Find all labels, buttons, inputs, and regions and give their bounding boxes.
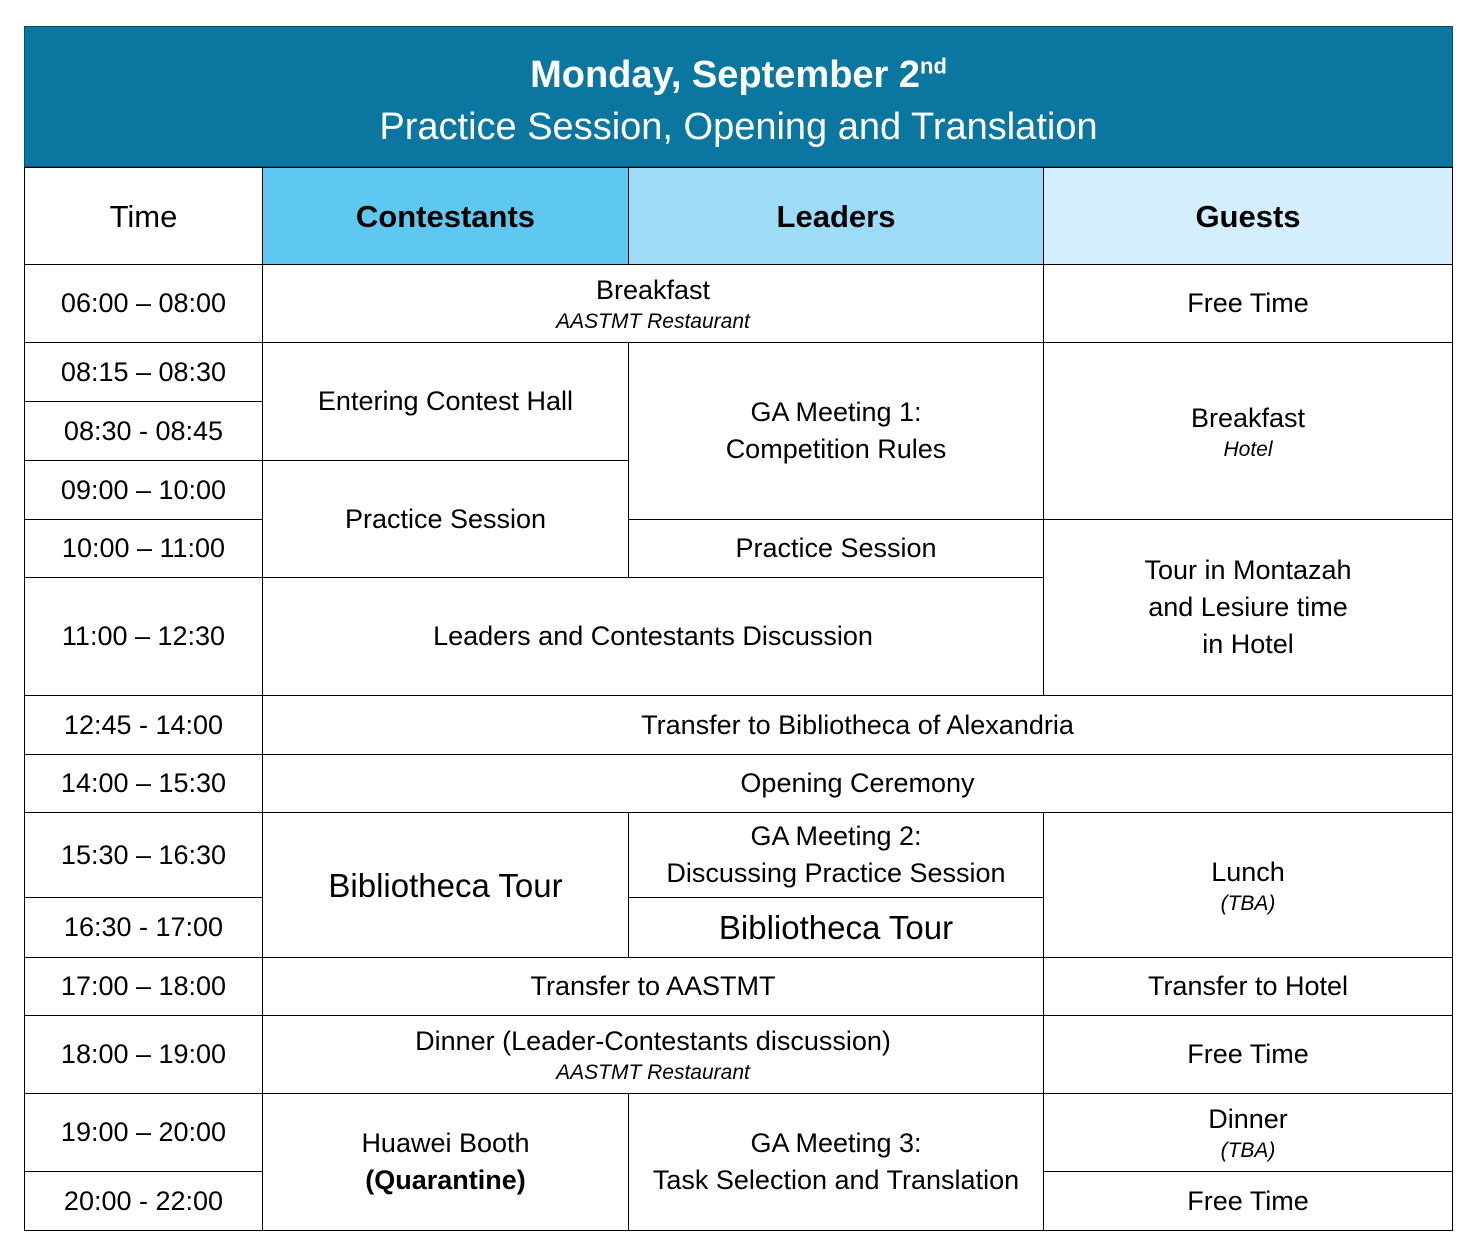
event-title: GA Meeting 2: <box>750 821 922 851</box>
event-title: Huawei Booth <box>361 1128 530 1158</box>
event-line: Tour in Montazah <box>1144 555 1352 585</box>
event-ga-meeting-1 <box>628 342 1044 520</box>
time-slot: 18:00 – 19:00 <box>24 1015 263 1094</box>
event-ga-meeting-2 <box>628 812 1044 898</box>
title-ordinal-suffix: nd <box>920 53 947 79</box>
event-title: Dinner (Leader-Contestants discussion) <box>415 1026 891 1056</box>
time-slot: 12:45 - 14:00 <box>24 695 263 755</box>
event-bibliotheca-tour-leaders: Bibliotheca Tour <box>628 897 1044 958</box>
event-subtitle: (Quarantine) <box>365 1165 526 1195</box>
event-leaders-contestants-discussion: Leaders and Contestants Discussion <box>262 577 1044 696</box>
event-ga-meeting-3 <box>628 1093 1044 1231</box>
event-title: GA Meeting 3: <box>750 1128 922 1158</box>
event-subtitle: Task Selection and Translation <box>652 1165 1020 1195</box>
page-title: Monday, September 2nd <box>530 53 947 96</box>
event-guest-free-time: Free Time <box>1043 1015 1453 1094</box>
schedule-header <box>24 26 1453 167</box>
time-slot: 15:30 – 16:30 <box>24 812 263 898</box>
event-opening-ceremony: Opening Ceremony <box>262 754 1453 813</box>
event-transfer-bibliotheca: Transfer to Bibliotheca of Alexandria <box>262 695 1453 755</box>
event-guest-free-time: Free Time <box>1043 1171 1453 1231</box>
event-dinner <box>262 1015 1044 1094</box>
event-guest-dinner <box>1043 1093 1453 1172</box>
time-slot: 11:00 – 12:30 <box>24 577 263 696</box>
event-title: GA Meeting 1: <box>750 397 922 427</box>
event-practice-session-contestants: Practice Session <box>262 460 629 578</box>
time-slot: 16:30 - 17:00 <box>24 897 263 958</box>
event-title: Breakfast <box>1190 402 1306 433</box>
time-slot: 09:00 – 10:00 <box>24 460 263 520</box>
event-line: and Lesiure time <box>1148 592 1348 622</box>
event-location: (TBA) <box>1220 1139 1276 1162</box>
page-subtitle: Practice Session, Opening and Translation <box>379 106 1098 148</box>
event-guest-breakfast <box>1043 342 1453 520</box>
event-title: Lunch <box>1211 856 1285 887</box>
event-entering-contest-hall: Entering Contest Hall <box>262 342 629 461</box>
event-huawei-booth <box>262 1093 629 1231</box>
event-line: in Hotel <box>1202 629 1294 659</box>
column-header-time: Time <box>24 167 263 265</box>
column-header-contestants: Contestants <box>262 167 629 265</box>
event-guest-free-time: Free Time <box>1043 264 1453 343</box>
time-slot: 20:00 - 22:00 <box>24 1171 263 1231</box>
time-slot: 08:30 - 08:45 <box>24 401 263 461</box>
event-transfer-hotel: Transfer to Hotel <box>1043 957 1453 1016</box>
column-header-leaders: Leaders <box>628 167 1044 265</box>
event-location: (TBA) <box>1220 891 1276 915</box>
event-bibliotheca-tour-contestants: Bibliotheca Tour <box>262 812 629 958</box>
event-location: Hotel <box>1223 437 1273 461</box>
time-slot: 14:00 – 15:30 <box>24 754 263 813</box>
event-location: AASTMT Restaurant <box>556 310 750 333</box>
time-slot: 19:00 – 20:00 <box>24 1093 263 1172</box>
event-subtitle: Competition Rules <box>725 434 947 464</box>
event-subtitle: Discussing Practice Session <box>666 858 1006 888</box>
time-slot: 17:00 – 18:00 <box>24 957 263 1016</box>
event-guest-lunch <box>1043 812 1453 958</box>
time-slot: 06:00 – 08:00 <box>24 264 263 343</box>
event-transfer-aastmt: Transfer to AASTMT <box>262 957 1044 1016</box>
time-slot: 08:15 – 08:30 <box>24 342 263 402</box>
event-tour-montazah <box>1043 519 1453 696</box>
event-title: Breakfast <box>595 275 711 305</box>
event-breakfast <box>262 264 1044 343</box>
column-header-guests: Guests <box>1043 167 1453 265</box>
event-practice-session-leaders: Practice Session <box>628 519 1044 578</box>
time-slot: 10:00 – 11:00 <box>24 519 263 578</box>
event-title: Dinner <box>1208 1104 1288 1134</box>
event-location: AASTMT Restaurant <box>556 1061 750 1084</box>
